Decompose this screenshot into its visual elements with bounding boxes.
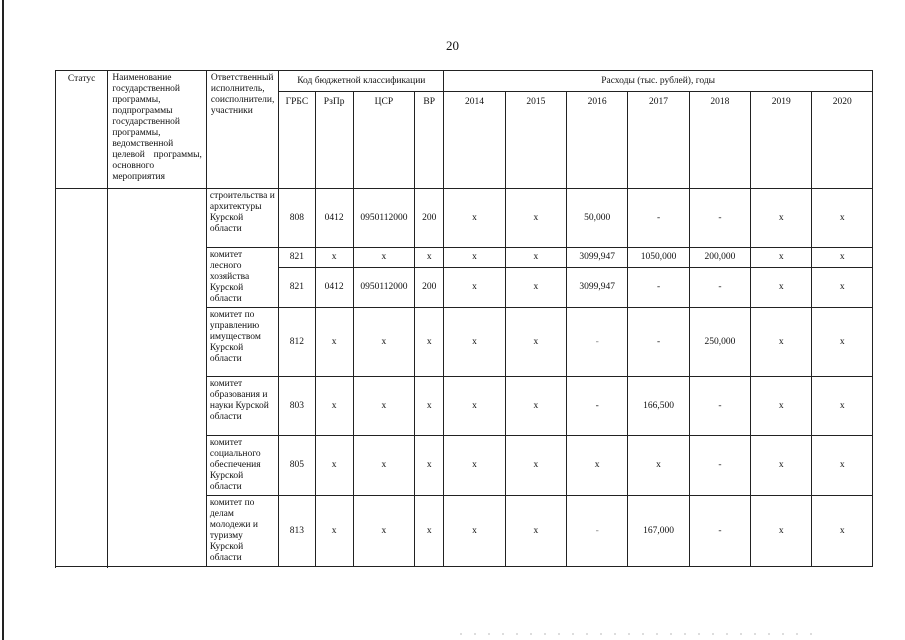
value-cell: - [689, 377, 750, 436]
value-cell: x [812, 496, 873, 567]
value-cell: x [444, 189, 505, 248]
vr-cell: 200 [415, 189, 444, 248]
header-year: 2019 [751, 92, 812, 189]
value-cell: x [505, 248, 566, 268]
vr-cell: x [415, 436, 444, 496]
grbs-cell: 821 [279, 268, 315, 308]
value-cell: - [567, 496, 628, 567]
rzpr-cell: x [315, 308, 353, 377]
value-cell: - [689, 496, 750, 567]
responsible-cell: комитет по управлению имуществом Курской области [206, 308, 278, 377]
vr-cell: x [415, 308, 444, 377]
rzpr-cell: x [315, 436, 353, 496]
header-year: 2018 [689, 92, 750, 189]
value-cell: x [567, 436, 628, 496]
value-cell: - [689, 189, 750, 248]
header-expenses: Расходы (тыс. рублей), годы [444, 71, 873, 92]
value-cell: x [505, 496, 566, 567]
vr-cell: x [415, 248, 444, 268]
value-cell: x [505, 308, 566, 377]
value-cell: 166,500 [628, 377, 689, 436]
header-year: 2016 [567, 92, 628, 189]
value-cell: x [505, 436, 566, 496]
csr-cell: x [353, 377, 414, 436]
program-cell [108, 189, 207, 567]
grbs-cell: 813 [279, 496, 315, 567]
responsible-cell: комитет лесного хозяйства Курской области [206, 248, 278, 308]
csr-cell: 0950112000 [353, 189, 414, 248]
rzpr-cell: x [315, 248, 353, 268]
value-cell: x [444, 268, 505, 308]
value-cell: x [812, 248, 873, 268]
value-cell: - [628, 308, 689, 377]
value-cell: x [505, 268, 566, 308]
value-cell: - [628, 268, 689, 308]
table-row [56, 189, 873, 248]
value-cell: x [444, 308, 505, 377]
rzpr-cell: 0412 [315, 189, 353, 248]
vr-cell: 200 [415, 268, 444, 308]
value-cell: x [751, 377, 812, 436]
value-cell: - [628, 189, 689, 248]
value-cell: - [567, 377, 628, 436]
csr-cell: 0950112000 [353, 268, 414, 308]
grbs-cell: 803 [279, 377, 315, 436]
value-cell: x [505, 377, 566, 436]
vr-cell: x [415, 496, 444, 567]
scan-artifacts [460, 633, 820, 635]
grbs-cell: 812 [279, 308, 315, 377]
csr-cell: x [353, 496, 414, 567]
responsible-cell: комитет по делам молодежи и туризму Курской области [206, 496, 278, 567]
status-cell [56, 189, 108, 567]
header-code-col: РзПр [315, 92, 353, 189]
value-cell: 3099,947 [567, 248, 628, 268]
value-cell: x [812, 189, 873, 248]
grbs-cell: 808 [279, 189, 315, 248]
value-cell: x [751, 268, 812, 308]
value-cell: 1050,000 [628, 248, 689, 268]
left-margin-rule [2, 0, 4, 640]
rzpr-cell: x [315, 377, 353, 436]
value-cell: - [689, 436, 750, 496]
value-cell: x [812, 268, 873, 308]
value-cell: x [751, 436, 812, 496]
value-cell: x [505, 189, 566, 248]
value-cell: x [812, 377, 873, 436]
value-cell: x [812, 436, 873, 496]
value-cell: - [689, 268, 750, 308]
value-cell: 50,000 [567, 189, 628, 248]
csr-cell: x [353, 436, 414, 496]
header-budget-code: Код бюджетной классификации [279, 71, 444, 92]
value-cell: x [444, 436, 505, 496]
grbs-cell: 821 [279, 248, 315, 268]
header-year: 2020 [812, 92, 873, 189]
header-year: 2015 [505, 92, 566, 189]
value-cell: x [628, 436, 689, 496]
value-cell: 3099,947 [567, 268, 628, 308]
value-cell: 200,000 [689, 248, 750, 268]
header-program-name: Наименование государственной программы, подпрограммы государственной программы, ведомственной целевой программы, основного мероприятия [108, 71, 207, 189]
grbs-cell: 805 [279, 436, 315, 496]
value-cell: - [567, 308, 628, 377]
budget-table [55, 70, 873, 567]
rzpr-cell: 0412 [315, 268, 353, 308]
header-year: 2014 [444, 92, 505, 189]
value-cell: x [444, 248, 505, 268]
csr-cell: x [353, 308, 414, 377]
value-cell: 250,000 [689, 308, 750, 377]
rzpr-cell: x [315, 496, 353, 567]
value-cell: x [751, 308, 812, 377]
header-year: 2017 [628, 92, 689, 189]
vr-cell: x [415, 377, 444, 436]
value-cell: x [751, 496, 812, 567]
value-cell: x [444, 496, 505, 567]
header-status: Статус [56, 71, 108, 189]
value-cell: x [751, 189, 812, 248]
value-cell: x [444, 377, 505, 436]
value-cell: x [812, 308, 873, 377]
header-code-col: ГРБС [279, 92, 315, 189]
header-responsible: Ответственный исполнитель, соисполнители, участники [206, 71, 278, 189]
value-cell: x [751, 248, 812, 268]
header-code-col: ЦСР [353, 92, 414, 189]
responsible-cell: комитет образования и науки Курской области [206, 377, 278, 436]
responsible-cell: комитет социального обеспечения Курской области [206, 436, 278, 496]
header-code-col: ВР [415, 92, 444, 189]
page-number: 20 [446, 38, 459, 53]
responsible-cell: строительства и архитектуры Курской области [206, 189, 278, 248]
value-cell: 167,000 [628, 496, 689, 567]
csr-cell: x [353, 248, 414, 268]
